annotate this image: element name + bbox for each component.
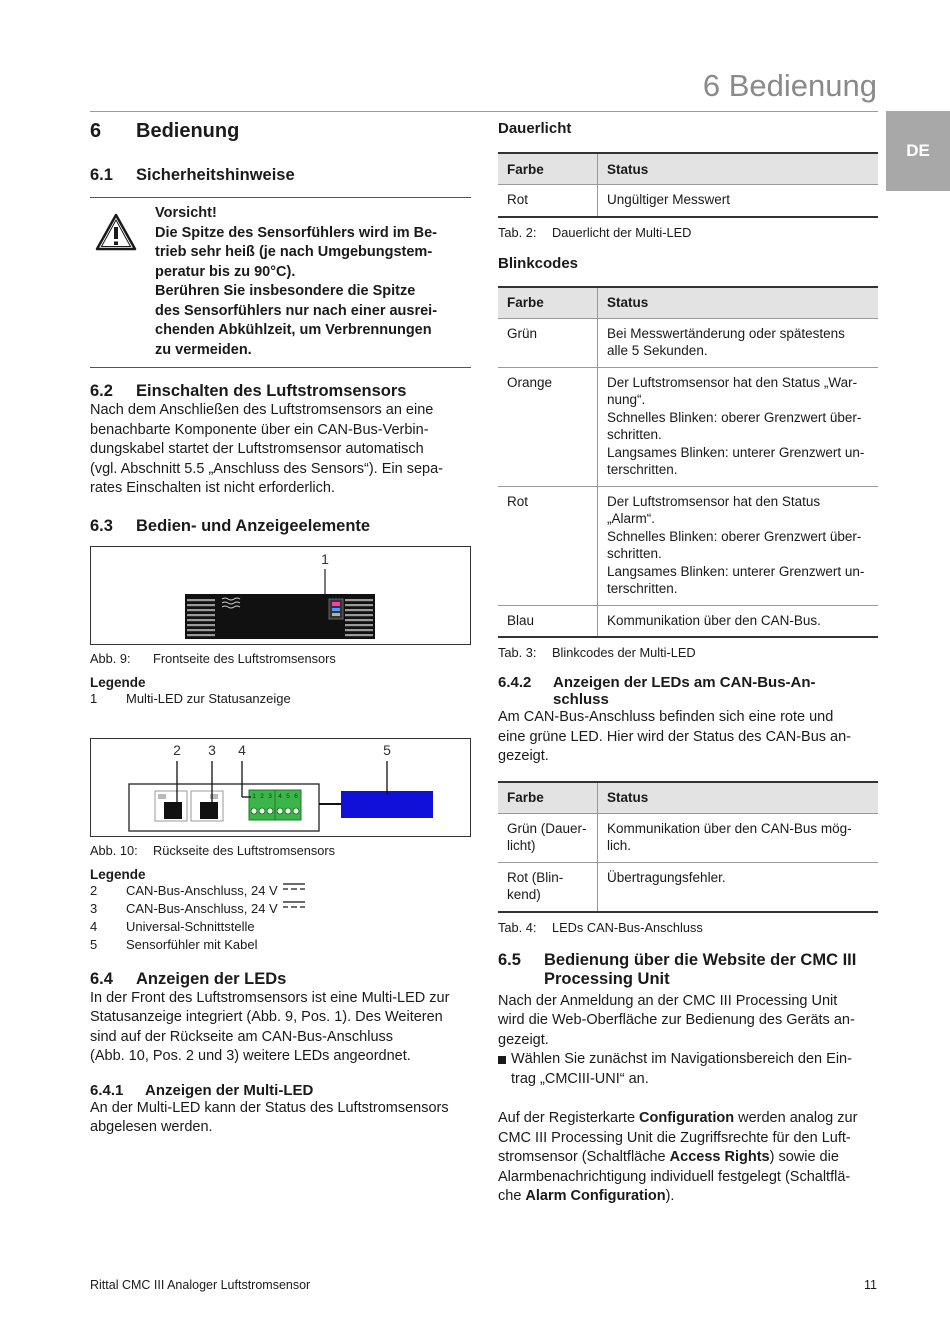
- text-run: Auf der Registerkarte: [498, 1110, 640, 1126]
- warning-line: Die Spitze des Sensorfühlers wird im Be-: [155, 224, 438, 241]
- cell-text: Langsames Blinken: unterer Grenzwert un-: [607, 563, 865, 579]
- column-header-farbe: Farbe: [498, 287, 598, 319]
- text-run: werden analog zur: [734, 1110, 858, 1126]
- cell-text: Kommunikation über den CAN-Bus mög-: [607, 820, 852, 836]
- table-2-caption: [498, 225, 878, 240]
- text-line: abgelesen werden.: [90, 1119, 213, 1135]
- warning-line: des Sensorfühlers nur nach einer ausrei-: [155, 302, 438, 319]
- legend-number: 4: [90, 918, 98, 934]
- table-header-row: [498, 287, 878, 319]
- callout-4: 4: [238, 741, 246, 758]
- text-run: che: [498, 1188, 526, 1204]
- legend-title: Legende: [90, 674, 146, 690]
- cell-text: „Alarm“.: [607, 511, 655, 526]
- section-number: 6.4.2: [498, 674, 532, 691]
- section-heading-6-3: [90, 517, 471, 536]
- text-run: ).: [665, 1188, 675, 1204]
- section-number: 6.4: [90, 969, 113, 988]
- cell-text: nung“.: [607, 392, 646, 407]
- dauerlicht-heading: Dauerlicht: [498, 120, 572, 137]
- legend-text: CAN-Bus-Anschluss, 24 V: [126, 882, 278, 898]
- section-number: 6.4.1: [90, 1081, 124, 1099]
- caption-text: Rückseite des Luftstromsensors: [153, 842, 336, 858]
- text-line: sind auf der Rückseite am CAN-Bus-Anschluss: [90, 1028, 394, 1045]
- table-cell: [598, 862, 879, 912]
- callout-2: 2: [173, 741, 181, 758]
- figure-front-sensor: [90, 546, 471, 645]
- text-line: trag „CMCIII-UNI“ an.: [511, 1070, 649, 1087]
- cell-text: lich.: [607, 838, 632, 853]
- figure-9-caption: [90, 651, 471, 666]
- text-line: (vgl. Abschnitt 5.5 „Anschluss des Sensors“). Ein sepa-: [90, 460, 443, 477]
- text-run: ) sowie die: [769, 1149, 839, 1165]
- callout-1: 1: [321, 550, 329, 567]
- table-cell: [498, 486, 598, 605]
- text-line: Nach dem Anschließen des Luftstromsensors an eine: [90, 402, 434, 418]
- cell-text: schritten.: [607, 546, 662, 561]
- cell-text: Schnelles Blinken: oberer Grenzwert über-: [607, 528, 862, 544]
- cell-text: Der Luftstromsensor hat den Status: [607, 493, 821, 509]
- cell-text: schritten.: [607, 427, 662, 442]
- cell-text: kend): [507, 887, 541, 902]
- table-cell: [498, 367, 598, 486]
- title-line: Bedienung über die Website der CMC III: [544, 950, 857, 969]
- section-number: 6.2: [90, 382, 113, 400]
- table-cell: [498, 185, 598, 217]
- cell-text: licht): [507, 838, 536, 853]
- legend-number: 3: [90, 900, 98, 916]
- warning-text: [150, 204, 437, 360]
- table-3-caption: [498, 645, 878, 660]
- caption-label: Tab. 4:: [498, 919, 537, 935]
- paragraph-6-4-1: [90, 1099, 471, 1138]
- multi-led: [332, 602, 340, 606]
- title-line: schluss: [553, 691, 609, 708]
- table-cell: [598, 185, 879, 217]
- caption-label: Abb. 10:: [90, 842, 138, 858]
- warning-line: peratur bis zu 90°C).: [155, 263, 296, 280]
- section-heading-6-5: [498, 951, 878, 989]
- warning-triangle-icon: [90, 204, 150, 360]
- table-row: [498, 605, 878, 637]
- terminal-label: 2: [260, 792, 264, 800]
- legend-item: [90, 882, 471, 900]
- legend-text: Sensorfühler mit Kabel: [126, 936, 258, 952]
- cell-text: Rot: [507, 493, 529, 509]
- cell-text: Grün: [507, 325, 538, 341]
- text-line: eine grüne LED. Hier wird der Status des CAN-Bus an-: [498, 728, 851, 745]
- cell-text: alle 5 Sekunden.: [607, 343, 708, 358]
- chapter-number: 6: [90, 120, 102, 142]
- text-line: In der Front des Luftstromsensors ist eine Multi-LED zur: [90, 989, 450, 1006]
- text-line: gezeigt.: [498, 1031, 549, 1048]
- terminal-label: 5: [286, 792, 290, 800]
- chapter-heading: [90, 120, 471, 143]
- figure-10-caption: [90, 843, 471, 858]
- text-line: Alarmbenachrichtigung individuell festgelegt (Schaltflä-: [498, 1168, 851, 1185]
- cell-text: Der Luftstromsensor hat den Status „War-: [607, 374, 858, 390]
- section-heading-6-4-1: [90, 1082, 471, 1099]
- column-header-farbe: Farbe: [498, 782, 598, 814]
- table-header-row: [498, 153, 878, 185]
- warning-line: zu vermeiden.: [155, 341, 252, 358]
- cell-text: Langsames Blinken: unterer Grenzwert un-: [607, 444, 865, 460]
- square-bullet-icon: [498, 1050, 511, 1089]
- table-cell: [498, 862, 598, 912]
- ui-term-configuration: Configuration: [639, 1110, 735, 1126]
- text-line: gezeigt.: [498, 748, 549, 764]
- cell-text: Blau: [507, 612, 535, 628]
- column-header-farbe: Farbe: [498, 153, 598, 185]
- warning-line: trieb sehr heiß (je nach Umgebungstem-: [155, 244, 433, 260]
- caption-label: Tab. 3:: [498, 645, 537, 660]
- warning-line: Vorsicht!: [155, 205, 217, 221]
- caption-label: Tab. 2:: [498, 224, 537, 240]
- legend-text: Universal-Schnittstelle: [126, 918, 255, 934]
- terminal-label: 3: [268, 792, 272, 800]
- paragraph-6-2: [90, 401, 471, 499]
- section-title: Einschalten des Luftstromsensors: [136, 382, 407, 400]
- left-column: [90, 120, 471, 1138]
- legend-item: [90, 690, 471, 708]
- warning-line: chenden Abkühlzeit, um Verbrennungen: [155, 322, 432, 338]
- table-row: [498, 185, 878, 217]
- footer-document-title: Rittal CMC III Analoger Luftstromsensor: [90, 1278, 311, 1292]
- caption-label: Abb. 9:: [90, 650, 131, 666]
- paragraph-6-5: [498, 992, 878, 1051]
- section-title: [553, 674, 816, 708]
- callout-3: 3: [208, 741, 216, 758]
- text-run: stromsensor (Schaltfläche: [498, 1149, 670, 1165]
- legend-item: [90, 918, 471, 936]
- section-heading-6-1: [90, 166, 471, 185]
- cell-text: Kommunikation über den CAN-Bus.: [607, 612, 821, 628]
- table-cell: [498, 605, 598, 637]
- table-header-row: [498, 782, 878, 814]
- table-row: [498, 862, 878, 912]
- ui-term-access-rights: Access Rights: [669, 1149, 770, 1165]
- legend-item: [90, 936, 471, 954]
- sensor-probe-cable: [341, 791, 433, 818]
- ui-term-alarm-configuration: Alarm Configuration: [525, 1188, 666, 1204]
- dc-current-icon: [282, 900, 306, 909]
- table-cell: [598, 318, 879, 367]
- text-line: Nach der Anmeldung an der CMC III Processing Unit: [498, 992, 838, 1009]
- text-line: rates Einschalten ist nicht erforderlich.: [90, 480, 335, 496]
- right-column: [498, 120, 878, 1207]
- bullet-item: [498, 1050, 878, 1089]
- caption-text: Frontseite des Luftstromsensors: [153, 650, 336, 666]
- header-rule: [90, 111, 878, 112]
- title-line: Processing Unit: [544, 969, 670, 988]
- text-line: dungskabel startet der Luftstromsensor automatisch: [90, 441, 424, 457]
- table-row: [498, 318, 878, 367]
- chapter-title: Bedienung: [136, 120, 240, 142]
- section-title: Sicherheitshinweise: [136, 166, 295, 184]
- table-cell: [498, 318, 598, 367]
- column-header-status: Status: [598, 153, 879, 185]
- language-tab: DE: [886, 111, 950, 191]
- text-line: Am CAN-Bus-Anschluss befinden sich eine rote und: [498, 709, 834, 725]
- warning-line: Berühren Sie insbesondere die Spitze: [155, 283, 416, 299]
- cell-text: Bei Messwertänderung oder spätestens: [607, 325, 845, 341]
- cell-text: Rot (Blin-: [507, 869, 564, 885]
- footer-page-number: 11: [864, 1278, 877, 1292]
- section-title: Anzeigen der Multi-LED: [145, 1081, 314, 1099]
- legend-title: Legende: [90, 866, 146, 882]
- cell-text: Schnelles Blinken: oberer Grenzwert über-: [607, 409, 862, 425]
- section-heading-6-2: [90, 382, 471, 401]
- dc-current-icon: [282, 882, 306, 891]
- caption-text: LEDs CAN-Bus-Anschluss: [552, 919, 703, 935]
- paragraph-6-4-2: [498, 708, 878, 767]
- cell-text: Ungültiger Messwert: [607, 192, 731, 207]
- title-line: Anzeigen der LEDs am CAN-Bus-An-: [553, 674, 816, 691]
- table-4-caption: [498, 920, 878, 935]
- cell-text: Übertragungsfehler.: [607, 869, 726, 885]
- table-cell: [598, 605, 879, 637]
- cell-text: terschritten.: [607, 462, 678, 477]
- figure-rear-sensor: [90, 738, 471, 837]
- legend-number: 5: [90, 936, 98, 952]
- table-cell: [598, 367, 879, 486]
- table-blinkcodes: [498, 286, 878, 639]
- running-header: 6 Bedienung: [702, 68, 877, 103]
- paragraph-6-4: [90, 989, 471, 1067]
- caption-text: Dauerlicht der Multi-LED: [552, 224, 692, 240]
- section-heading-6-4: [90, 970, 471, 989]
- section-title: Bedien- und Anzeigeelemente: [136, 516, 371, 535]
- bullet-text: [511, 1050, 852, 1089]
- table-dauerlicht: [498, 152, 878, 218]
- table-row: [498, 486, 878, 605]
- table-cell: [598, 486, 879, 605]
- table-row: [498, 813, 878, 862]
- cell-text: terschritten.: [607, 581, 678, 596]
- legend-item: [90, 900, 471, 918]
- cell-text: Grün (Dauer-: [507, 820, 587, 836]
- table-can-bus-leds: [498, 781, 878, 913]
- column-header-status: Status: [598, 782, 879, 814]
- blinkcodes-heading: Blinkcodes: [498, 254, 579, 272]
- text-line: Wählen Sie zunächst im Navigationsbereich den Ein-: [511, 1051, 852, 1067]
- column-header-status: Status: [598, 287, 879, 319]
- cell-text: Rot: [507, 192, 529, 207]
- text-line: An der Multi-LED kann der Status des Luftstromsensors: [90, 1099, 449, 1116]
- table-cell: [598, 813, 879, 862]
- legend-text: Multi-LED zur Statusanzeige: [126, 690, 291, 706]
- text-line: (Abb. 10, Pos. 2 und 3) weitere LEDs angeordnet.: [90, 1048, 411, 1064]
- warning-box: [90, 197, 471, 368]
- text-line: Statusanzeige integriert (Abb. 9, Pos. 1). Des Weiteren: [90, 1009, 443, 1025]
- terminal-label: 4: [278, 792, 282, 800]
- table-row: [498, 367, 878, 486]
- paragraph-configuration: [498, 1109, 878, 1207]
- legend-text: CAN-Bus-Anschluss, 24 V: [126, 900, 278, 916]
- terminal-label: 1: [252, 792, 256, 800]
- text-line: CMC III Processing Unit die Zugriffsrechte für den Luft-: [498, 1129, 851, 1146]
- legend-number: 1: [90, 690, 98, 706]
- callout-5: 5: [383, 741, 391, 758]
- terminal-label: 6: [294, 792, 298, 800]
- section-title: [544, 951, 856, 989]
- section-number: 6.1: [90, 166, 113, 184]
- section-heading-6-4-2: [498, 674, 878, 708]
- text-line: benachbarte Komponente über ein CAN-Bus-Verbin-: [90, 421, 429, 438]
- legend-number: 2: [90, 882, 98, 898]
- caption-text: Blinkcodes der Multi-LED: [552, 645, 696, 660]
- text-line: wird die Web-Oberfläche zur Bedienung des Geräts an-: [498, 1012, 855, 1028]
- table-cell: [498, 813, 598, 862]
- cell-text: Orange: [507, 374, 553, 390]
- section-number: 6.3: [90, 516, 113, 535]
- section-number: 6.5: [498, 950, 521, 969]
- section-title: Anzeigen der LEDs: [136, 969, 287, 988]
